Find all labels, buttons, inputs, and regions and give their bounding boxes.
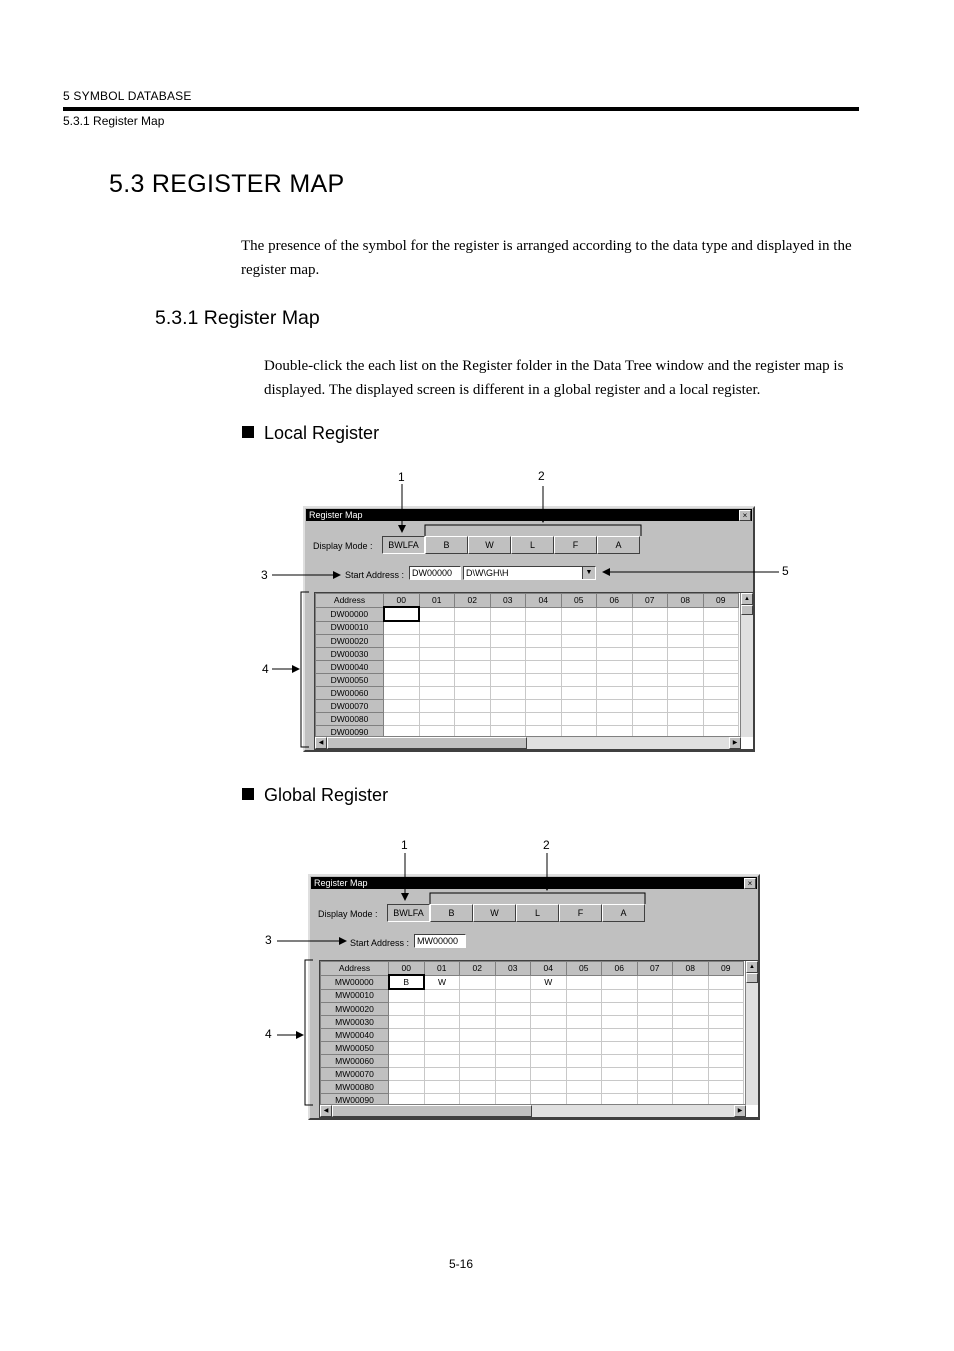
close-icon[interactable]: ×: [739, 510, 751, 521]
column-header-06[interactable]: 06: [602, 962, 638, 976]
column-header-address[interactable]: Address: [316, 594, 384, 608]
window-title: Register Map: [314, 878, 368, 888]
row-address-label: MW00080: [321, 1081, 389, 1094]
bracket-callout-2-global: [430, 893, 645, 904]
scroll-left-icon[interactable]: ◀: [315, 737, 327, 749]
start-address-input[interactable]: MW00000: [414, 934, 466, 948]
column-header-07[interactable]: 07: [637, 962, 673, 976]
display-mode-button-f[interactable]: F: [554, 536, 597, 554]
register-cell[interactable]: B: [389, 975, 425, 989]
row-address-label: DW00040: [316, 661, 384, 674]
column-header-08[interactable]: 08: [668, 594, 704, 608]
row-address-label: MW00060: [321, 1055, 389, 1068]
intro-paragraph: The presence of the symbol for the register is arranged according to the data type and displayed in the register map.: [241, 238, 852, 278]
row-address-label: DW00080: [316, 713, 384, 726]
row-address-label: DW00010: [316, 621, 384, 635]
column-header-04[interactable]: 04: [531, 962, 567, 976]
running-header-chapter: 5 SYMBOL DATABASE: [63, 89, 192, 103]
row-address-label: MW00020: [321, 1003, 389, 1016]
row-address-label: MW00030: [321, 1016, 389, 1029]
display-mode-button-b[interactable]: B: [430, 904, 473, 922]
window-title: Register Map: [309, 510, 363, 520]
row-address-label: MW00070: [321, 1068, 389, 1081]
bracket-callout-4: [301, 592, 309, 747]
column-header-09[interactable]: 09: [703, 594, 739, 608]
display-mode-button-w[interactable]: W: [468, 536, 511, 554]
callout-3-global: 3: [265, 933, 272, 947]
display-mode-button-a[interactable]: A: [597, 536, 640, 554]
callout-5: 5: [782, 564, 789, 578]
row-address-label: MW00000: [321, 975, 389, 989]
display-mode-label: Display Mode :: [313, 541, 373, 551]
row-address-label: DW00090: [316, 726, 384, 739]
display-mode-label: Display Mode :: [318, 909, 378, 919]
column-header-address[interactable]: Address: [321, 962, 389, 976]
row-address-label: DW00070: [316, 700, 384, 713]
scroll-up-icon[interactable]: ▲: [741, 593, 753, 605]
close-icon[interactable]: ×: [744, 878, 756, 889]
column-header-05[interactable]: 05: [566, 962, 602, 976]
scroll-right-icon[interactable]: ▶: [729, 737, 741, 749]
row-address-label: MW00090: [321, 1094, 389, 1107]
row-address-label: DW00000: [316, 607, 384, 621]
subsection-paragraph: Double-click the each list on the Register folder in the Data Tree window and the register map is displayed. The displayed screen is different in a global register and a local register.: [264, 358, 844, 398]
row-address-label: DW00030: [316, 648, 384, 661]
display-mode-button-bwlfa[interactable]: BWLFA: [382, 536, 425, 554]
callout-2: 2: [538, 469, 545, 483]
register-cell[interactable]: W: [424, 975, 460, 989]
callout-3: 3: [261, 568, 268, 582]
display-mode-button-l[interactable]: L: [516, 904, 559, 922]
callout-2-global: 2: [543, 838, 550, 852]
column-header-08[interactable]: 08: [673, 962, 709, 976]
column-header-02[interactable]: 02: [455, 594, 491, 608]
bracket-callout-4-global: [305, 960, 313, 1105]
column-header-03[interactable]: 03: [490, 594, 526, 608]
scroll-up-icon[interactable]: ▲: [746, 961, 758, 973]
column-header-03[interactable]: 03: [495, 962, 531, 976]
running-header-section: 5.3.1 Register Map: [63, 114, 165, 128]
start-address-label: Start Address :: [345, 570, 405, 580]
column-header-00[interactable]: 00: [389, 962, 425, 976]
callout-4-global: 4: [265, 1027, 272, 1041]
column-header-01[interactable]: 01: [419, 594, 455, 608]
display-mode-button-l[interactable]: L: [511, 536, 554, 554]
callout-4: 4: [262, 662, 269, 676]
scroll-right-icon[interactable]: ▶: [734, 1105, 746, 1117]
row-address-label: MW00010: [321, 989, 389, 1003]
callout-1: 1: [398, 470, 405, 484]
column-header-02[interactable]: 02: [460, 962, 496, 976]
start-address-input[interactable]: DW00000: [409, 566, 461, 580]
display-mode-button-a[interactable]: A: [602, 904, 645, 922]
section-title: 5.3 REGISTER MAP: [109, 170, 345, 198]
register-cell[interactable]: W: [531, 975, 567, 989]
row-address-label: DW00050: [316, 674, 384, 687]
column-header-05[interactable]: 05: [561, 594, 597, 608]
row-address-label: MW00050: [321, 1042, 389, 1055]
display-mode-button-bwlfa[interactable]: BWLFA: [387, 904, 430, 922]
display-mode-button-f[interactable]: F: [559, 904, 602, 922]
display-mode-button-b[interactable]: B: [425, 536, 468, 554]
row-address-label: DW00060: [316, 687, 384, 700]
row-address-label: MW00040: [321, 1029, 389, 1042]
column-header-01[interactable]: 01: [424, 962, 460, 976]
column-header-00[interactable]: 00: [384, 594, 420, 608]
global-register-heading-text: Global Register: [264, 785, 389, 805]
column-header-06[interactable]: 06: [597, 594, 633, 608]
column-header-07[interactable]: 07: [632, 594, 668, 608]
dropdown-value: D\W\GH\H: [466, 568, 509, 578]
column-header-09[interactable]: 09: [708, 962, 744, 976]
column-header-04[interactable]: 04: [526, 594, 562, 608]
local-register-heading-text: Local Register: [264, 423, 380, 443]
scroll-left-icon[interactable]: ◀: [320, 1105, 332, 1117]
row-address-label: DW00020: [316, 635, 384, 648]
page-number: 5-16: [449, 1257, 474, 1271]
bracket-callout-2: [425, 525, 641, 536]
callout-1-global: 1: [401, 838, 408, 852]
display-mode-button-w[interactable]: W: [473, 904, 516, 922]
start-address-label: Start Address :: [350, 938, 410, 948]
chevron-down-icon[interactable]: ▼: [582, 567, 595, 579]
subsection-title: 5.3.1 Register Map: [155, 307, 320, 329]
